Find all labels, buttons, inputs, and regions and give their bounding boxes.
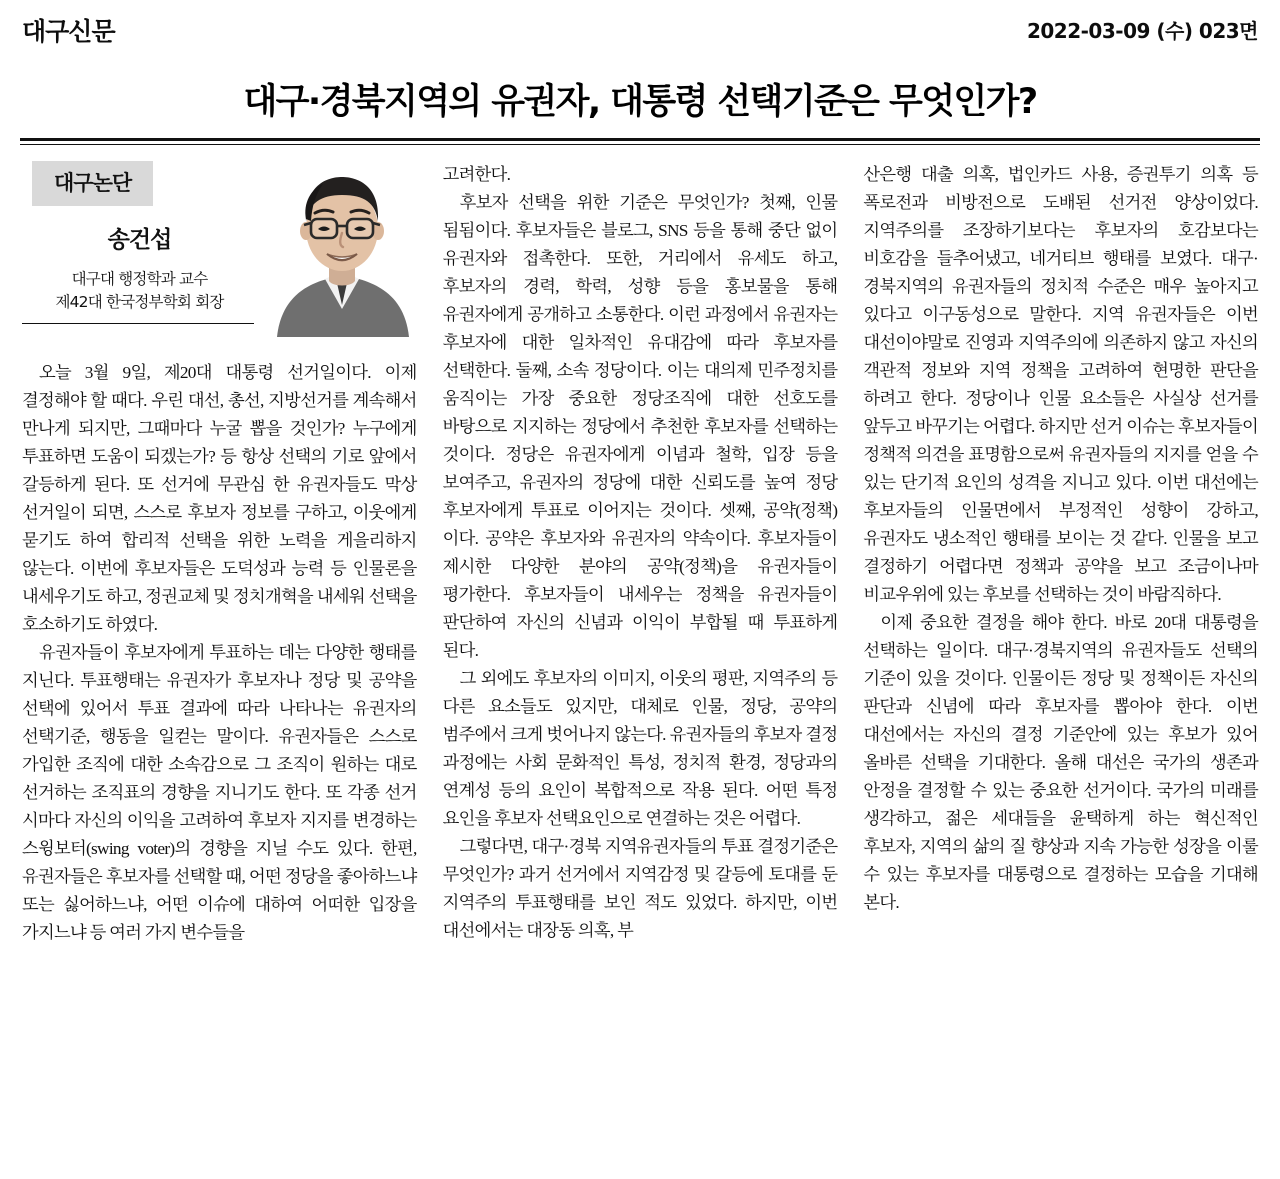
article-column-1 [22, 161, 417, 947]
paragraph: 고려한다. [442, 165, 511, 184]
paragraph: 오늘 3월 9일, 제20대 대통령 선거일이다. 이제 결정해야 할 때다. 우린 대선, 총선, 지방선거를 계속해서 만나게 되지만, 그때마다 누굴 뽑을 것인가? 누구에게 투표하면 도움이 되겠는가? 등 항상 선택의 기로 앞에서 갈등하게 된다. 또 선거에 무관심 한 유권자들도 막상 선거일이 되면, 스스로 후보자 정보를 구하고, 이웃에게 묻기도 하여 합리적 선택을 위한 노력을 게을리하지 않는다. 이번에 후보자들은 도덕성과 능력 등 인물론을 내세우기도 하고, 정권교체 및 정치개혁을 내세워 선택을 호소하기도 하였다. [22, 363, 417, 635]
author-affiliation-line1: 대구대 행정학과 교수 [71, 270, 208, 289]
paragraph: 그 외에도 후보자의 이미지, 이웃의 평판, 지역주의 등 다른 요소들도 있지만, 대체로 인물, 정당, 공약의 범주에서 크게 벗어나지 않는다. 유권자들의 후보자 결정 과정에는 사회 문화적인 특성, 정치적 환경, 정당과의 연계성 등의 요인이 복합적으로 작용 된다. 어떤 특정 요인을 후보자 선택요인으로 연결하는 것은 어렵다. [442, 669, 838, 829]
author-affiliation [22, 268, 257, 313]
paragraph: 산은행 대출 의혹, 법인카드 사용, 증권투기 의혹 등 폭로전과 비방전으로 도배된 선거전 양상이었다. 지역주의를 조장하기보다는 후보자의 호감보다는 비호감을 들추어냈고, 네거티브 행태를 보였다. 대구·경북지역의 유권자들의 정치적 수준은 매우 높아지고 있다고 이구동성으로 말한다. 지역 유권자들은 이번 대선이야말로 진영과 지역주의에 의존하지 않고 자신의 객관적 정보와 지역 정책을 고려하여 현명한 판단을 하려고 한다. 정당이나 인물 요소들은 사실상 선거를 앞두고 바꾸기는 어렵다. 하지만 선거 이슈는 후보자들이 정책적 의견을 표명함으로써 유권자들의 지지를 얻을 수 있는 단기적 요인의 성격을 지니고 있다. 이번 대선에는 후보자들의 인물면에서 부정적인 성향이 강하고, 유권자도 냉소적인 행태를 보이는 것 같다. 인물을 보고 결정하기 어렵다면 정책과 공약을 보고 조금이나마 비교우위에 있는 후보를 선택하는 것이 바람직하다. [863, 165, 1259, 605]
issue-date: 2022-03-09 (수) 023면 [1026, 19, 1258, 43]
paper-name: 대구신문 [22, 17, 115, 46]
byline-underline [22, 323, 254, 324]
page-title: 대구·경북지역의 유권자, 대통령 선택기준은 무엇인가? [243, 82, 1037, 122]
column-tag: 대구논단 [32, 161, 153, 206]
article-column-2 [443, 161, 838, 945]
author-name: 송건섭 [107, 227, 172, 254]
byline-block [22, 161, 417, 351]
author-affiliation-line2: 제42대 한국정부학회 회장 [55, 292, 224, 311]
paragraph: 후보자 선택을 위한 기준은 무엇인가? 첫째, 인물 됨됨이다. 후보자들은 블로그, SNS 등을 통해 중단 없이 유권자와 접촉한다. 또한, 거리에서 유세도 하고, 후보자의 경력, 학력, 성향 등을 홍보물을 통해 유권자에게 공개하고 소통한다. 이런 과정에서 유권자는 후보자에 대한 일차적인 유대감에 따라 후보자를 선택한다. 둘째, 소속 정당이다. 이는 대의제 민주정치를 움직이는 가장 중요한 정당조직에 대한 선호도를 바탕으로 지지하는 정당에서 추천한 후보자를 선택하는 것이다. 정당은 유권자에게 이념과 철학, 입장 등을 보여주고, 유권자의 정당에 대한 신뢰도를 높여 정당 후보자에게 투표로 이어지는 것이다. 셋째, 공약(정책)이다. 공약은 후보자와 유권자의 약속이다. 후보자들이 제시한 다양한 분야의 공약(정책)을 유권자들이 평가한다. 후보자들이 내세우는 정책을 유권자들이 판단하여 자신의 신념과 이익이 부합될 때 투표하게 된다. [442, 193, 838, 661]
divider-thin [20, 144, 1260, 145]
byline-text [22, 222, 257, 324]
paragraph: 그렇다면, 대구·경북 지역유권자들의 투표 결정기준은 무엇인가? 과거 선거에서 지역감정 및 갈등에 토대를 둔 지역주의 투표행태를 보인 적도 있었다. 하지만, 이번 대선에서는 대장동 의혹, 부 [442, 837, 838, 941]
article-columns [18, 161, 1262, 947]
article-column-3 [863, 161, 1258, 917]
paragraph: 유권자들이 후보자에게 투표하는 데는 다양한 행태를 지닌다. 투표행태는 유권자가 후보자나 정당 및 공약을 선택에 있어서 투표 결과에 따라 나타나는 유권자의 선택기준, 행동을 일컫는 말이다. 유권자들은 스스로 가입한 조직에 대한 소속감으로 그 조직이 원하는 대로 선거하는 조직표의 경향을 지니기도 한다. 또 각종 선거 시마다 자신의 이익을 고려하여 후보자 지지를 변경하는 스윙보터(swing voter)의 경향을 지닐 수도 있다. 한편, 유권자들은 후보자를 선택할 때, 어떤 정당을 좋아하느냐 또는 싫어하느냐, 어떤 이슈에 대하여 어떠한 입장을 가지느냐 등 여러 가지 변수들을 [22, 643, 417, 943]
masthead [18, 0, 1262, 56]
paragraph: 이제 중요한 결정을 해야 한다. 바로 20대 대통령을 선택하는 일이다. 대구·경북지역의 유권자들도 선택의 기준이 있을 것이다. 인물이든 정당 및 정책이든 자신의 판단과 신념에 따라 후보자를 뽑아야 한다. 이번 대선에서는 자신의 결정 기준안에 있는 후보가 있어 올바른 선택을 기대한다. 올해 대선은 국가의 생존과 안정을 결정할 수 있는 중요한 선거이다. 국가의 미래를 생각하고, 젊은 세대들을 윤택하게 하는 혁신적인 후보자, 지역의 삶의 질 향상과 지속 가능한 성장을 이룰 수 있는 후보자를 대통령으로 결정하는 모습을 기대해 본다. [863, 613, 1259, 913]
divider-thick [20, 138, 1260, 141]
author-portrait [267, 159, 417, 337]
